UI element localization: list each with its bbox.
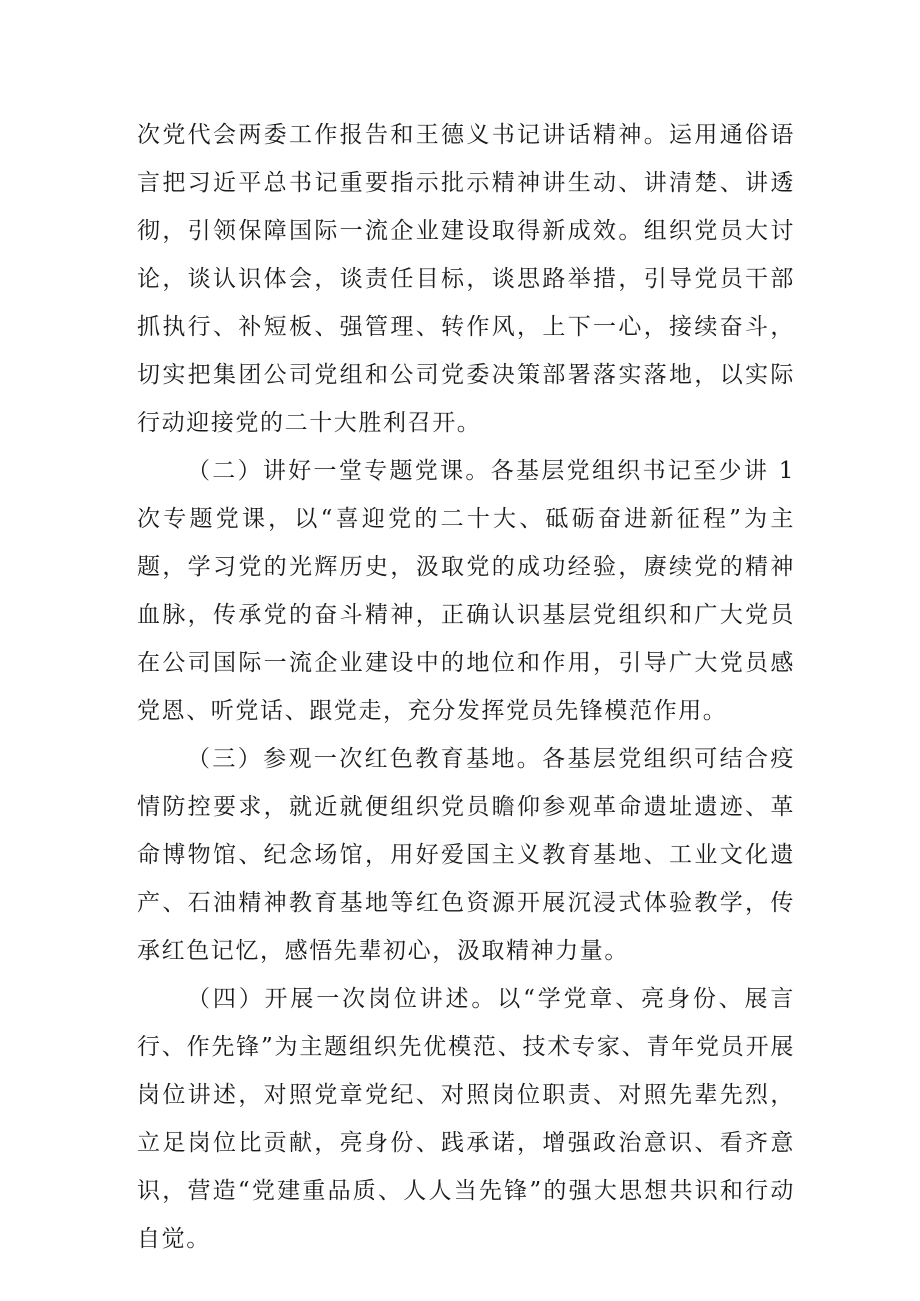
document-body bbox=[137, 111, 795, 1263]
paragraph-section-3-red-education-base: （三）参观一次红色教育基地。各基层党组织可结合疫情防控要求，就近就便组织党员瞻仰参观革命遗址遗迹、革命博物馆、纪念场馆，用好爱国主义教育基地、工业文化遗产、石油精神教育基地等红色资源开展沉浸式体验教学，传承红色记忆，感悟先辈初心，汲取精神力量。 bbox=[137, 746, 795, 964]
paragraph-section-4-post-narration: （四）开展一次岗位讲述。以“学党章、亮身份、展言行、作先锋”为主题组织先优模范、技术专家、青年党员开展岗位讲述，对照党章党纪、对照岗位职责、对照先辈先烈，立足岗位比贡献，亮身份、践承诺，增强政治意识、看齐意识，营造“党建重品质、人人当先锋”的强大思想共识和行动自觉。 bbox=[137, 986, 795, 1252]
paragraph-continued-text: 次党代会两委工作报告和王德义书记讲话精神。运用通俗语言把习近平总书记重要指示批示精神讲生动、讲清楚、讲透彻，引领保障国际一流企业建设取得新成效。组织党员大讨论，谈认识体会，谈责任目标，谈思路举措，引导党员干部抓执行、补短板、强管理、转作风，上下一心，接续奋斗，切实把集团公司党组和公司党委决策部署落实落地，以实际行动迎接党的二十大胜利召开。 bbox=[137, 122, 795, 436]
paragraph-section-2-party-lecture: （二）讲好一堂专题党课。各基层党组织书记至少讲 1 次专题党课，以“喜迎党的二十大、砥砺奋进新征程”为主题，学习党的光辉历史，汲取党的成功经验，赓续党的精神血脉，传承党的奋斗精神，正确认识基层党组织和广大党员在公司国际一流企业建设中的地位和作用，引导广大党员感党恩、听党话、跟党走，充分发挥党员先锋模范作用。 bbox=[137, 458, 795, 724]
